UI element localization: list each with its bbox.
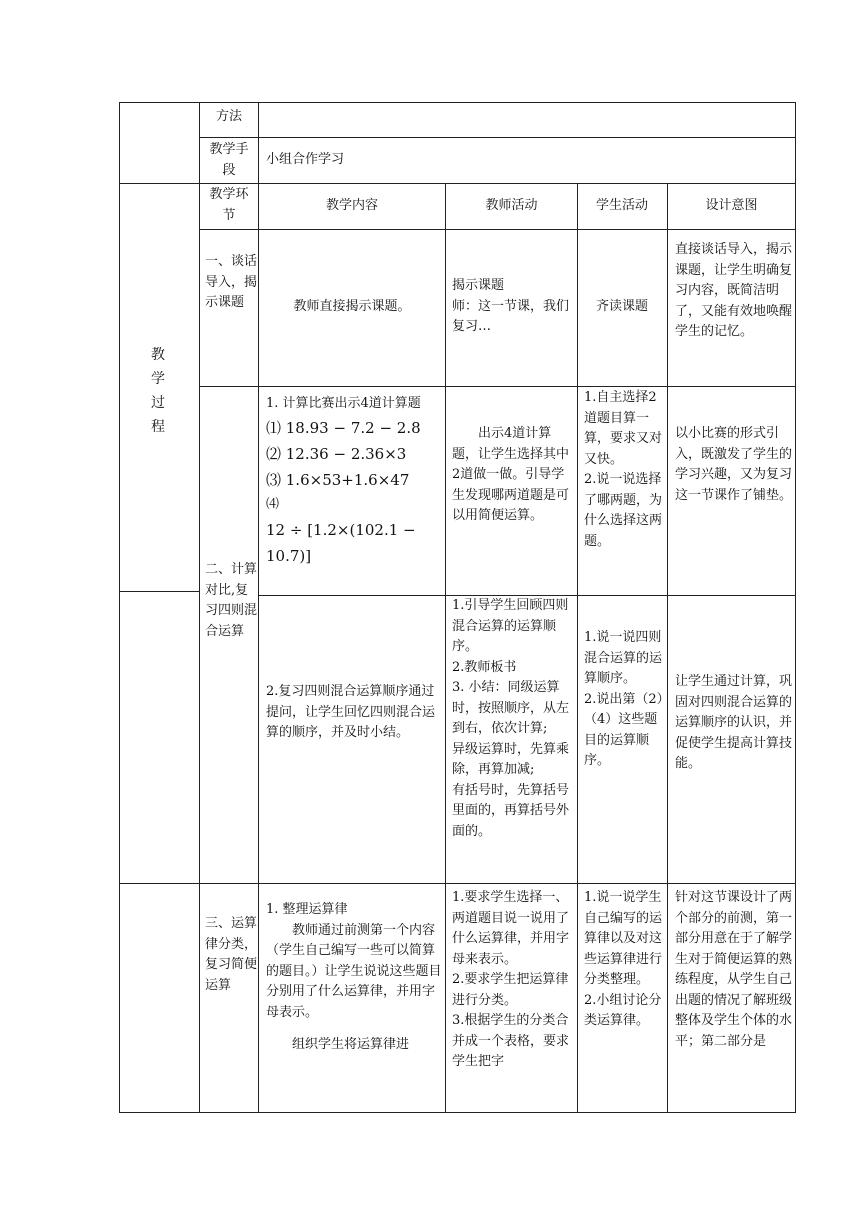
method-label: 方法 [215, 109, 242, 124]
row-divider [119, 883, 796, 884]
section3-stage: 三、运算律分类，复习简便运算 [205, 916, 258, 993]
header-student: 学生活动 [595, 198, 648, 213]
problem-3: ⑶ 1.6×53+1.6×47 [266, 470, 410, 489]
section2-part2-teacher [452, 596, 572, 842]
row-divider [199, 386, 796, 387]
header-content: 教学内容 [325, 198, 378, 213]
section2-part1-teacher: 出示4道计算题，让学生选择其中2道做一做。引导学生发现哪两道题是可以用简便运算。 [452, 426, 570, 523]
row-divider [199, 137, 796, 138]
student-line: 2.小组讨论分类运算律。 [584, 992, 662, 1028]
problem-4: 12 ÷ [1.2×(102.1 − 10.7)] [266, 520, 416, 565]
column-divider [258, 102, 259, 1112]
teacher-line: 异级运算时，先算乘除，再算加减; [452, 741, 570, 777]
content-line: 1. 整理运算律 [266, 902, 348, 917]
student-line: 2.说出第（2）（4）这些题目的运算顺序。 [584, 691, 664, 768]
teacher-line: 3. 小结：同级运算时，按照顺序，从左到右，依次计算; [452, 680, 570, 736]
section1-teacher [452, 276, 572, 338]
student-line: 1.自主选择2道题目算一算，要求又对又快。 [584, 390, 663, 467]
section2-part1-intent: 以小比赛的形式引入，既激发了学生的学习兴趣，又为复习这一节课作了铺垫。 [675, 426, 793, 503]
process-label: 教学过程 [151, 347, 165, 435]
column-divider [577, 183, 578, 1112]
section3-intent: 针对这节课设计了两个部分的前测，第一部分用意在于了解学生对于简便运算的熟练程度，从学生自己出题的情况了解班级整体及学生个体的水平；第二部分是 [675, 890, 793, 1049]
row-divider [119, 183, 796, 184]
section1-intent: 直接谈话导入，揭示课题，让学生明确复习内容，既简洁明了，又能有效地唤醒学生的记忆。 [675, 242, 793, 339]
section2-part2-content: 2.复习四则混合运算顺序通过提问，让学生回忆四则混合运算的顺序，并及时小结。 [266, 684, 436, 740]
teacher-line: 有括号时，先算括号里面的，再算括号外面的。 [452, 782, 570, 839]
section2-part2-intent: 让学生通过计算，巩固对四则混合运算的运算顺序的认识，并促使学生提高计算技能。 [675, 674, 793, 771]
table-border-right [795, 102, 796, 1112]
column-divider [199, 102, 200, 1112]
means-label: 教学手段 [209, 142, 249, 178]
content-line: 组织学生将运算律进 [292, 1037, 410, 1052]
section2-stage: 二、计算对比,复习四则混合运算 [205, 562, 258, 639]
content-title: 1. 计算比赛出示4道计算题 [266, 396, 421, 411]
section3-student [584, 888, 664, 1032]
means-value: 小组合作学习 [266, 152, 345, 167]
teacher-line: 1.要求学生选择一、两道题目说一说用了什么运算律，并用字母来表示。 [452, 890, 570, 967]
section1-student: 齐读课题 [595, 299, 648, 314]
teacher-line: 2.要求学生把运算律进行分类。 [452, 972, 569, 1008]
section1-content: 教师直接揭示课题。 [293, 299, 411, 314]
student-line: 2.说一说选择了哪两题，为什么选择这两题。 [584, 472, 663, 549]
section2-part2-student [584, 628, 664, 772]
teacher-line: 3.根据学生的分类合并成一个表格，要求学生把字 [452, 1013, 570, 1069]
row-divider [199, 229, 796, 230]
teacher-line: 2.教师板书 [452, 659, 517, 675]
row-divider [119, 591, 199, 592]
student-line: 1.说一说学生自己编写的运算律以及对这些运算律进行分类整理。 [584, 890, 663, 987]
problem-4-label: ⑷ [266, 496, 280, 512]
table-border-top [119, 102, 796, 103]
problem-2: ⑵ 12.36 − 2.36×3 [266, 444, 407, 463]
section3-content [266, 900, 442, 1056]
section1-teacher-line: 揭示课题 [452, 278, 505, 293]
header-teacher: 教师活动 [485, 198, 538, 213]
problem-1: ⑴ 18.93 − 7.2 − 2.8 [266, 418, 421, 437]
section1-teacher-line: 师：这一节课，我们复习… [452, 298, 570, 334]
header-stage: 教学环节 [209, 187, 249, 223]
column-divider [667, 183, 668, 1112]
section2-part1-student [584, 388, 664, 552]
table-border-bottom [119, 1112, 796, 1113]
section1-stage: 一、谈话导入，揭示课题 [205, 254, 258, 310]
section3-teacher [452, 888, 572, 1073]
content-line: 教师通过前测第一个内容（学生自己编写一些可以简算的题目。）让学生说说这些题目分别用了什么运算律，并用字母表示。 [266, 922, 442, 1020]
header-intent: 设计意图 [705, 198, 758, 213]
column-divider [445, 183, 446, 1112]
student-line: 1.说一说四则混合运算的运算顺序。 [584, 630, 663, 686]
section2-part1-content [266, 394, 442, 569]
teacher-line: 1.引导学生回顾四则混合运算的运算顺序。 [452, 598, 569, 654]
table-border-left [119, 102, 120, 1112]
